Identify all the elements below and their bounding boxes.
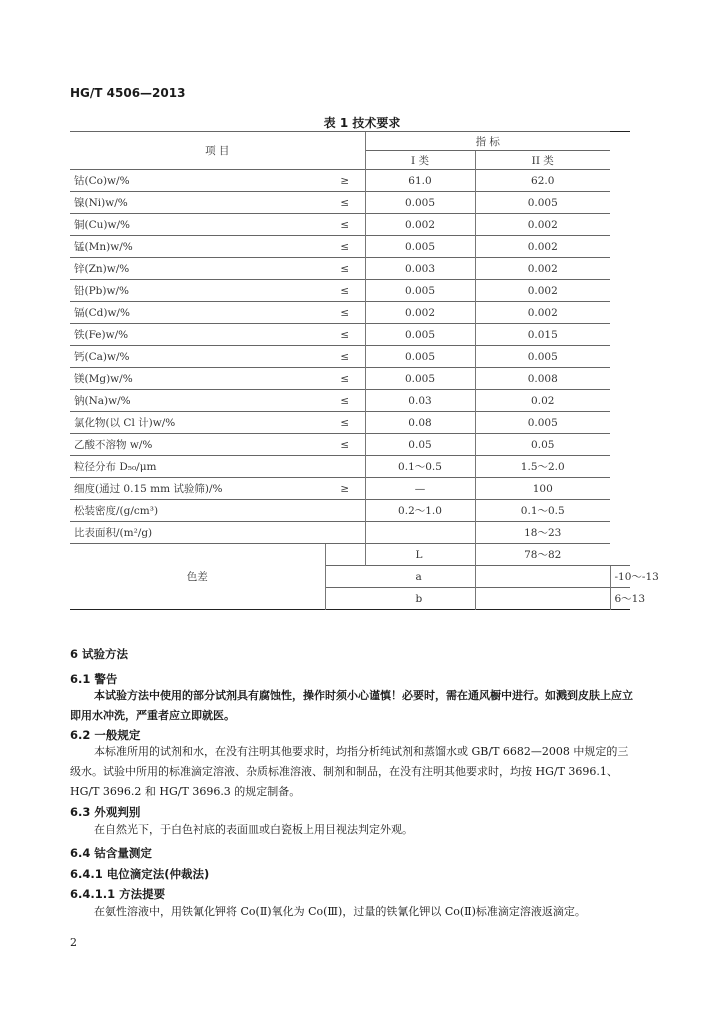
cell-sym: ≤ bbox=[325, 412, 365, 434]
cell-sym bbox=[325, 522, 365, 544]
section-6-1-title: 6.1 警告 bbox=[70, 672, 118, 686]
cell-v1: 61.0 bbox=[365, 170, 475, 192]
cell-item: 钠(Na)w/% bbox=[70, 390, 325, 412]
cell-v2: 0.1～0.5 bbox=[475, 500, 610, 522]
cell-sym bbox=[325, 456, 365, 478]
cell-v1: 0.002 bbox=[365, 302, 475, 324]
cell-v2: 0.002 bbox=[475, 258, 610, 280]
table-row bbox=[70, 434, 630, 456]
cell-v2: 1.5～2.0 bbox=[475, 456, 610, 478]
cell-sym: ≤ bbox=[325, 214, 365, 236]
cell-item: 钴(Co)w/% bbox=[70, 170, 325, 192]
cell-v1: 0.005 bbox=[365, 346, 475, 368]
table-row bbox=[70, 390, 630, 412]
cell-sym: ≤ bbox=[325, 368, 365, 390]
cell-item: 比表面积/(m²/g) bbox=[70, 522, 325, 544]
cell-v2: 0.002 bbox=[475, 236, 610, 258]
col-header-grade2: II 类 bbox=[475, 151, 610, 170]
cell-sym: ≤ bbox=[325, 324, 365, 346]
cell-v1: 0.005 bbox=[365, 324, 475, 346]
cell-item: 铅(Pb)w/% bbox=[70, 280, 325, 302]
table-row bbox=[70, 478, 630, 500]
cell-item: 铜(Cu)w/% bbox=[70, 214, 325, 236]
cell-item: 松装密度/(g/cm³) bbox=[70, 500, 325, 522]
section-6-4-1-1-text: 在氨性溶液中，用铁氰化钾将 Co(Ⅱ)氧化为 Co(Ⅲ)，过量的铁氰化钾以 Co(Ⅱ)标准滴定溶液返滴定。 bbox=[94, 905, 586, 918]
col-header-grade1: I 类 bbox=[365, 151, 475, 170]
cell-item: 锰(Mn)w/% bbox=[70, 236, 325, 258]
cell-v2: 0.008 bbox=[475, 368, 610, 390]
table-row bbox=[70, 412, 630, 434]
table-row bbox=[70, 500, 630, 522]
cell-item: 铁(Fe)w/% bbox=[70, 324, 325, 346]
cell-v1: — bbox=[365, 478, 475, 500]
cell-sym: ≤ bbox=[325, 258, 365, 280]
cell-v2: 0.015 bbox=[475, 324, 610, 346]
section-6-4-title: 6.4 钴含量测定 bbox=[70, 846, 152, 860]
section-6-4-1-title: 6.4.1 电位滴定法(仲裁法) bbox=[70, 867, 210, 881]
cell-v1: 0.003 bbox=[365, 258, 475, 280]
cell-v2: 0.05 bbox=[475, 434, 610, 456]
cell-color-sub: L bbox=[325, 544, 365, 566]
cell-sym: ≤ bbox=[325, 346, 365, 368]
cell-v1: 0.1～0.5 bbox=[365, 456, 475, 478]
cell-v2: 0.005 bbox=[475, 346, 610, 368]
cell-v2: 0.002 bbox=[475, 280, 610, 302]
cell-item: 镉(Cd)w/% bbox=[70, 302, 325, 324]
cell-item: 钙(Ca)w/% bbox=[70, 346, 325, 368]
cell-v2: 0.002 bbox=[475, 214, 610, 236]
cell-v2: 78～82 bbox=[475, 544, 610, 566]
cell-v1: 0.005 bbox=[365, 280, 475, 302]
section-6-4-1-1-title: 6.4.1.1 方法提要 bbox=[70, 887, 166, 901]
cell-item: 氯化物(以 Cl 计)w/% bbox=[70, 412, 325, 434]
table-row-color bbox=[70, 544, 630, 566]
section-6-2-text: 本标准所用的试剂和水，在没有注明其他要求时，均指分析纯试剂和蒸馏水或 GB/T 6682—2008 中规定的三级水。试验中所用的标准滴定溶液、杂质标准溶液、制剂和制品，在没有注明其他要求时，均按 HG/T 3696.1、HG/T 3696.2 和 HG/T 3696.3 的规定制备。 bbox=[70, 745, 629, 798]
cell-v2: 62.0 bbox=[475, 170, 610, 192]
cell-item: 镍(Ni)w/% bbox=[70, 192, 325, 214]
cell-v1 bbox=[475, 588, 610, 610]
cell-sym: ≤ bbox=[325, 434, 365, 456]
cell-item: 粒径分布 D₅₀/μm bbox=[70, 456, 325, 478]
cell-v2: 0.02 bbox=[475, 390, 610, 412]
cell-v1 bbox=[475, 566, 610, 588]
section-6-title: 6 试验方法 bbox=[70, 647, 129, 661]
cell-sym: ≤ bbox=[325, 280, 365, 302]
cell-v1: 0.002 bbox=[365, 214, 475, 236]
cell-v2: -10～-13 bbox=[610, 566, 630, 588]
table-row bbox=[70, 258, 630, 280]
section-6-3-title: 6.3 外观判别 bbox=[70, 805, 141, 819]
cell-color-sub: b bbox=[325, 588, 475, 610]
table-row bbox=[70, 324, 630, 346]
cell-v2: 100 bbox=[475, 478, 610, 500]
cell-item: 镁(Mg)w/% bbox=[70, 368, 325, 390]
cell-sym: ≥ bbox=[325, 478, 365, 500]
cell-sym: ≥ bbox=[325, 170, 365, 192]
cell-v1: 0.08 bbox=[365, 412, 475, 434]
table-row bbox=[70, 456, 630, 478]
cell-v2: 0.005 bbox=[475, 192, 610, 214]
cell-sym: ≤ bbox=[325, 302, 365, 324]
cell-v2: 0.002 bbox=[475, 302, 610, 324]
cell-v1: 0.05 bbox=[365, 434, 475, 456]
cell-v2: 6～13 bbox=[610, 588, 630, 610]
spec-table bbox=[70, 131, 659, 610]
cell-v1: 0.2～1.0 bbox=[365, 500, 475, 522]
cell-color-sub: a bbox=[325, 566, 475, 588]
cell-sym: ≤ bbox=[325, 236, 365, 258]
table-row bbox=[70, 236, 630, 258]
cell-sym bbox=[325, 500, 365, 522]
table-row bbox=[70, 522, 630, 544]
page-number: 2 bbox=[70, 936, 77, 949]
table-row bbox=[70, 368, 630, 390]
cell-v1: 0.005 bbox=[365, 236, 475, 258]
table-row bbox=[70, 170, 630, 192]
col-header-indicator: 指 标 bbox=[365, 132, 610, 151]
cell-sym: ≤ bbox=[325, 192, 365, 214]
section-6-2-title: 6.2 一般规定 bbox=[70, 728, 141, 742]
cell-v1: 0.005 bbox=[365, 368, 475, 390]
section-6-1-text: 本试验方法中使用的部分试剂具有腐蚀性，操作时须小心谨慎！必要时，需在通风橱中进行。如溅到皮肤上应立即用水冲洗，严重者应立即就医。 bbox=[70, 689, 633, 722]
cell-item: 锌(Zn)w/% bbox=[70, 258, 325, 280]
cell-v2: 18～23 bbox=[475, 522, 610, 544]
cell-item: 乙酸不溶物 w/% bbox=[70, 434, 325, 456]
cell-v1: 0.005 bbox=[365, 192, 475, 214]
cell-v1 bbox=[365, 522, 475, 544]
cell-color-label: 色差 bbox=[70, 544, 325, 610]
table-row bbox=[70, 302, 630, 324]
col-header-item: 项 目 bbox=[70, 132, 365, 170]
cell-v2: 0.005 bbox=[475, 412, 610, 434]
table-caption: 表 1 技术要求 bbox=[323, 116, 401, 130]
table-row bbox=[70, 192, 630, 214]
cell-sym: ≤ bbox=[325, 390, 365, 412]
cell-v1: 0.03 bbox=[365, 390, 475, 412]
table-row bbox=[70, 280, 630, 302]
table-row bbox=[70, 214, 630, 236]
section-6-3-text: 在自然光下，于白色衬底的表面皿或白瓷板上用目视法判定外观。 bbox=[94, 823, 413, 836]
table-row bbox=[70, 346, 630, 368]
standard-number: HG/T 4506—2013 bbox=[70, 86, 186, 100]
cell-item: 细度(通过 0.15 mm 试验筛)/% bbox=[70, 478, 325, 500]
